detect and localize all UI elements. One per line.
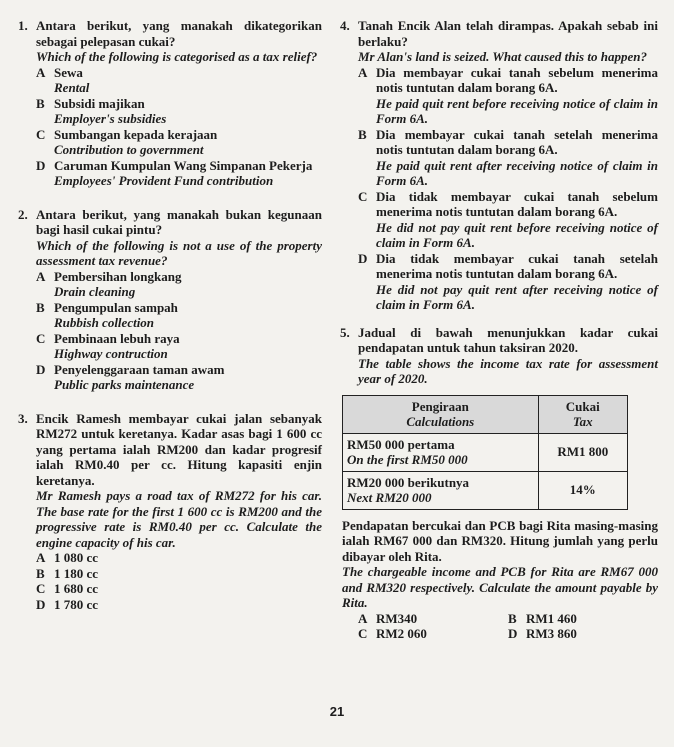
option-letter: D: [508, 626, 518, 641]
option-text-ms: Penyelenggaraan taman awam: [54, 361, 225, 377]
option-letter: A: [36, 268, 46, 284]
option-text: RM1 460: [526, 610, 577, 626]
question-number: 2.: [18, 206, 28, 222]
page-number: 21: [329, 704, 345, 719]
option-text-en: Rental: [54, 80, 90, 95]
option-letter: C: [358, 188, 368, 204]
option-b[interactable]: [358, 127, 658, 189]
option-a[interactable]: [36, 65, 322, 96]
option-letter: D: [358, 250, 368, 266]
option-text-en: He did not pay quit rent after receiving notice of claim in Form 6A.: [376, 281, 658, 312]
question-text-en: The chargeable income and PCB for Rita are RM67 000 and RM320 respectively. Calculate the amount payable by Rita.: [342, 564, 658, 610]
option-letter: B: [36, 565, 45, 581]
question-3: [18, 411, 322, 613]
question-text-ms: Jadual di bawah menunjukkan kadar cukai pendapatan untuk tahun taksiran 2020.: [358, 324, 658, 355]
option-letter: B: [358, 126, 367, 142]
option-text-en: Contribution to government: [54, 142, 204, 157]
tax-cell: 14%: [538, 471, 627, 509]
option-c[interactable]: [358, 626, 508, 642]
cell-text-ms: RM20 000 berikutnya: [347, 474, 470, 490]
option-text-en: Public parks maintenance: [54, 377, 195, 392]
option-letter: B: [508, 610, 517, 626]
option-text-ms: Dia membayar cukai tanah setelah menerima notis tuntutan dalam borang 6A.: [376, 126, 658, 157]
option-letter: C: [358, 626, 368, 641]
question-4: [340, 18, 658, 313]
question-number: 1.: [18, 18, 28, 33]
calculation-cell: [343, 471, 539, 509]
option-a[interactable]: [358, 611, 508, 627]
option-text: 1 180 cc: [54, 565, 99, 581]
header-text-en: Tax: [572, 414, 593, 429]
option-text-ms: Dia tidak membayar cukai tanah sebelum menerima notis tuntutan dalam borang 6A.: [376, 188, 658, 219]
option-text-ms: Dia tidak membayar cukai tanah setelah menerima notis tuntutan dalam borang 6A.: [376, 250, 658, 281]
option-b[interactable]: [36, 566, 322, 582]
question-text-en: The table shows the income tax rate for assessment year of 2020.: [358, 355, 658, 386]
option-c[interactable]: [358, 189, 658, 251]
option-text-ms: Pembinaan lebuh raya: [54, 330, 180, 346]
option-b[interactable]: [36, 300, 322, 331]
option-text-en: Employer's subsidies: [54, 111, 167, 126]
question-text-ms: Antara berikut, yang manakah dikategorikan sebagai pelepasan cukai?: [36, 18, 322, 49]
option-letter: D: [36, 157, 46, 173]
option-text: 1 780 cc: [54, 596, 99, 612]
cell-text-en: Next RM20 000: [347, 490, 432, 505]
right-column: [340, 18, 658, 642]
question-text-en: Which of the following is categorised as a tax relief?: [36, 49, 318, 64]
option-c[interactable]: [36, 127, 322, 158]
option-text-ms: Dia membayar cukai tanah sebelum menerima notis tuntutan dalam borang 6A.: [376, 64, 658, 95]
question-5: [340, 325, 658, 387]
question-text-en: Which of the following is not a use of the property assessment tax revenue?: [36, 237, 322, 268]
header-text-en: Calculations: [406, 414, 475, 429]
header-text-ms: Cukai: [565, 398, 600, 414]
option-b[interactable]: [36, 96, 322, 127]
option-text-en: He paid quit rent after receiving notice of claim in Form 6A.: [376, 157, 658, 188]
option-text-ms: Caruman Kumpulan Wang Simpanan Pekerja: [54, 157, 313, 173]
option-letter: B: [36, 95, 45, 111]
question-5-continuation: [340, 518, 658, 642]
table-row: [343, 433, 628, 471]
question-number: 4.: [340, 18, 350, 33]
cell-text-ms: RM50 000 pertama: [347, 436, 455, 452]
option-text: RM340: [376, 610, 418, 626]
table-row: [343, 471, 628, 509]
question-text-en: Mr Ramesh pays a road tax of RM272 for his car. The base rate for the first 1 600 cc is RM200 and the progressive rate is RM0.40 per cc. Calculate the engine capacity of his car.: [36, 488, 322, 550]
answer-options: [342, 611, 658, 642]
option-text-en: He did not pay quit rent before receiving notice of claim in Form 6A.: [376, 219, 658, 250]
option-text-en: He paid quit rent before receiving notice of claim in Form 6A.: [376, 95, 658, 126]
calculations-header: [343, 395, 539, 433]
option-text-ms: Pembersihan longkang: [54, 268, 182, 284]
option-letter: A: [358, 64, 368, 80]
option-text-ms: Sewa: [54, 64, 83, 80]
option-letter: D: [36, 596, 46, 612]
question-1: [18, 18, 322, 189]
table-header-row: [343, 395, 628, 433]
option-text-en: Rubbish collection: [54, 315, 155, 330]
question-2: [18, 207, 322, 393]
question-text-ms: Encik Ramesh membayar cukai jalan sebanyak RM272 untuk keretanya. Kadar asas bagi 1 600 cc yang pertama ialah RM200 dan kadar progresif ialah RM0.40 per cc. Hitung kapasiti enjin keretanya.: [36, 410, 322, 488]
option-letter: C: [36, 581, 46, 596]
option-text-ms: Pengumpulan sampah: [54, 299, 178, 315]
option-letter: C: [36, 330, 46, 346]
tax-header: [538, 395, 627, 433]
option-letter: C: [36, 126, 46, 142]
header-text-ms: Pengiraan: [411, 398, 469, 414]
option-text-en: Employees' Provident Fund contribution: [54, 173, 274, 188]
option-d[interactable]: [358, 251, 658, 313]
option-text-en: Drain cleaning: [54, 284, 136, 299]
question-text-ms: Antara berikut, yang manakah bukan kegunaan bagi hasil cukai pintu?: [36, 206, 322, 237]
question-number: 5.: [340, 324, 350, 340]
option-text: 1 080 cc: [54, 550, 99, 565]
cell-text-en: On the first RM50 000: [347, 452, 468, 467]
tax-cell: RM1 800: [538, 433, 627, 471]
option-text-ms: Subsidi majikan: [54, 95, 145, 111]
question-text-ms: Pendapatan bercukai dan PCB bagi Rita masing-masing ialah RM67 000 dan RM320. Hitung jumlah yang perlu dibayar oleh Rita.: [342, 517, 658, 564]
option-a[interactable]: [36, 550, 322, 566]
option-letter: A: [358, 610, 368, 626]
option-d[interactable]: [36, 362, 322, 393]
option-c[interactable]: [36, 331, 322, 362]
question-text-ms: Tanah Encik Alan telah dirampas. Apakah sebab ini berlaku?: [358, 18, 658, 49]
option-a[interactable]: [358, 65, 658, 127]
option-letter: A: [36, 550, 46, 565]
option-b[interactable]: [508, 611, 658, 627]
option-c[interactable]: [36, 581, 322, 597]
option-text-ms: Sumbangan kepada kerajaan: [54, 126, 218, 142]
question-number: 3.: [18, 410, 28, 426]
tax-rate-table: [342, 395, 628, 510]
question-text-en: Mr Alan's land is seized. What caused this to happen?: [358, 49, 647, 64]
option-letter: B: [36, 299, 45, 315]
option-letter: D: [36, 361, 46, 377]
option-a[interactable]: [36, 269, 322, 300]
option-text-en: Highway contruction: [54, 346, 168, 361]
calculation-cell: [343, 433, 539, 471]
option-d[interactable]: [36, 158, 322, 189]
option-d[interactable]: [36, 597, 322, 613]
option-d[interactable]: [508, 626, 658, 642]
option-letter: A: [36, 64, 46, 80]
option-text: 1 680 cc: [54, 581, 99, 596]
left-column: [18, 18, 322, 612]
option-text: RM2 060: [376, 626, 427, 641]
option-text: RM3 860: [526, 626, 577, 641]
